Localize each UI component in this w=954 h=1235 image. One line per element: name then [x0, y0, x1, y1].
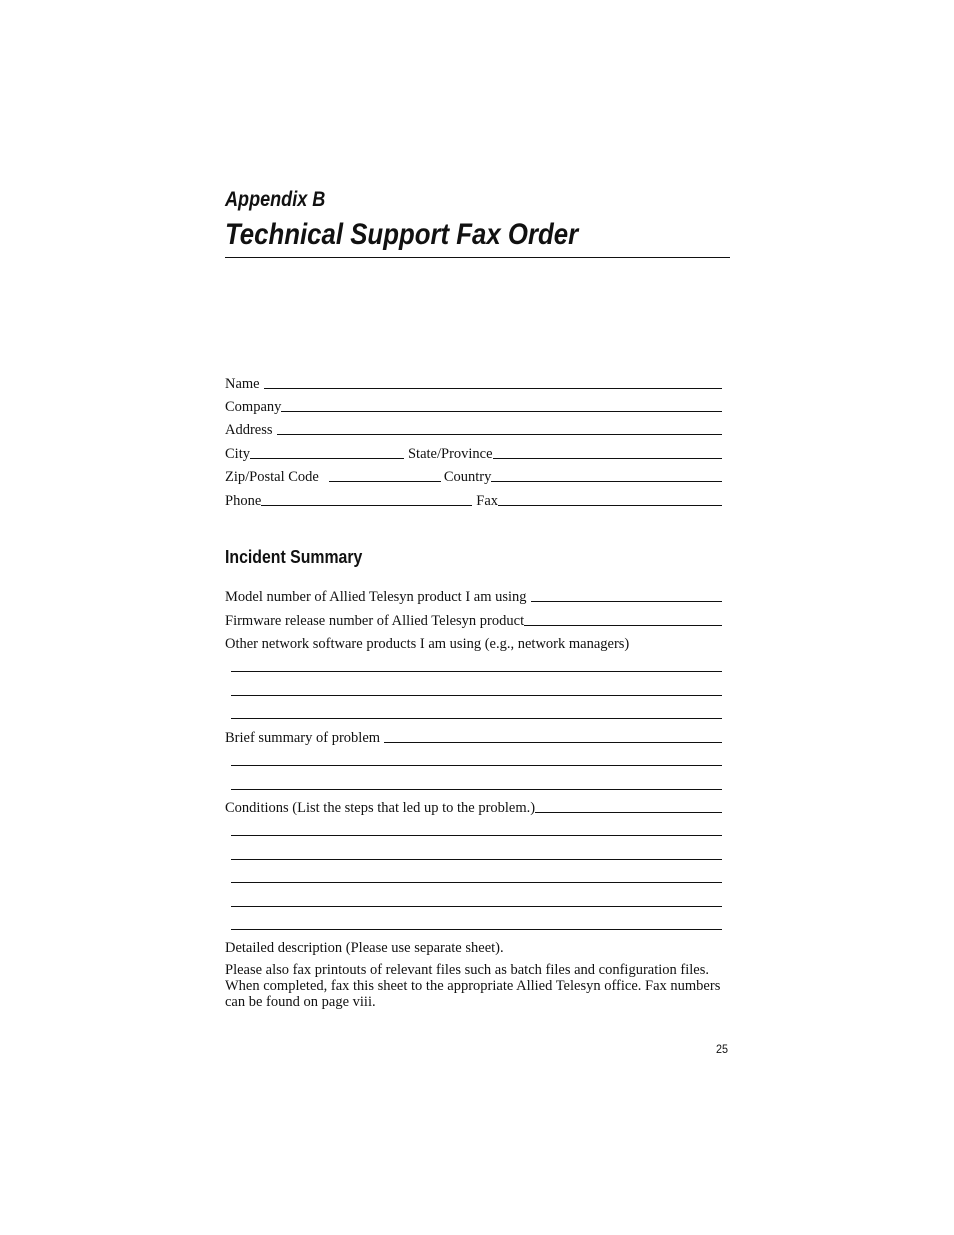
name-label: Name [225, 376, 260, 392]
city-field[interactable] [250, 457, 404, 459]
brief-summary-line[interactable] [231, 765, 722, 766]
fax-label: Fax [476, 493, 498, 509]
conditions-label: Conditions (List the steps that led up to the problem.) [225, 800, 536, 816]
state-field[interactable] [493, 457, 722, 459]
firmware-field[interactable] [524, 624, 722, 626]
detailed-description-note: Detailed description (Please use separate sheet). [225, 940, 504, 956]
city-state-row [225, 444, 722, 462]
address-label: Address [225, 422, 273, 438]
conditions-row [225, 798, 722, 816]
model-field[interactable] [531, 600, 722, 602]
company-row [225, 397, 722, 415]
city-label: City [225, 446, 250, 462]
other-software-label: Other network software products I am using (e.g., network managers) [225, 636, 630, 652]
state-label: State/Province [407, 446, 493, 462]
conditions-line[interactable] [231, 906, 722, 907]
name-field[interactable] [264, 387, 722, 389]
appendix-label: Appendix B [225, 188, 326, 211]
brief-summary-field[interactable] [384, 741, 722, 743]
fax-field[interactable] [498, 504, 722, 506]
country-field[interactable] [491, 480, 722, 482]
brief-summary-row [225, 728, 722, 746]
name-row [225, 374, 722, 392]
page-number: 25 [716, 1042, 729, 1056]
conditions-line[interactable] [231, 929, 722, 930]
zip-country-row [225, 467, 722, 485]
firmware-label: Firmware release number of Allied Telesyn product [225, 613, 525, 629]
title-rule [225, 257, 730, 258]
model-row [225, 587, 722, 605]
zip-label: Zip/Postal Code [225, 469, 319, 485]
firmware-row [225, 611, 722, 629]
model-label: Model number of Allied Telesyn product I am using [225, 589, 527, 605]
other-software-line[interactable] [231, 695, 722, 696]
address-row [225, 420, 722, 438]
phone-fax-row [225, 491, 722, 509]
conditions-field[interactable] [535, 811, 722, 813]
zip-field[interactable] [329, 480, 441, 482]
page-title: Technical Support Fax Order [225, 218, 579, 251]
conditions-line[interactable] [231, 882, 722, 883]
country-label: Country [443, 469, 492, 485]
phone-label: Phone [225, 493, 262, 509]
conditions-line[interactable] [231, 859, 722, 860]
brief-summary-line[interactable] [231, 789, 722, 790]
other-software-line[interactable] [231, 718, 722, 719]
phone-field[interactable] [261, 504, 472, 506]
closing-paragraph: Please also fax printouts of relevant files such as batch files and configuration files. When completed, fax this sheet to the appropriate Allied Telesyn office. Fax numbers can be found on page viii. [225, 962, 721, 1010]
company-field[interactable] [281, 410, 722, 412]
brief-summary-label: Brief summary of problem [225, 730, 381, 746]
conditions-line[interactable] [231, 835, 722, 836]
company-label: Company [225, 399, 282, 415]
incident-summary-heading: Incident Summary [225, 547, 363, 567]
address-field[interactable] [277, 433, 722, 435]
other-software-line[interactable] [231, 671, 722, 672]
